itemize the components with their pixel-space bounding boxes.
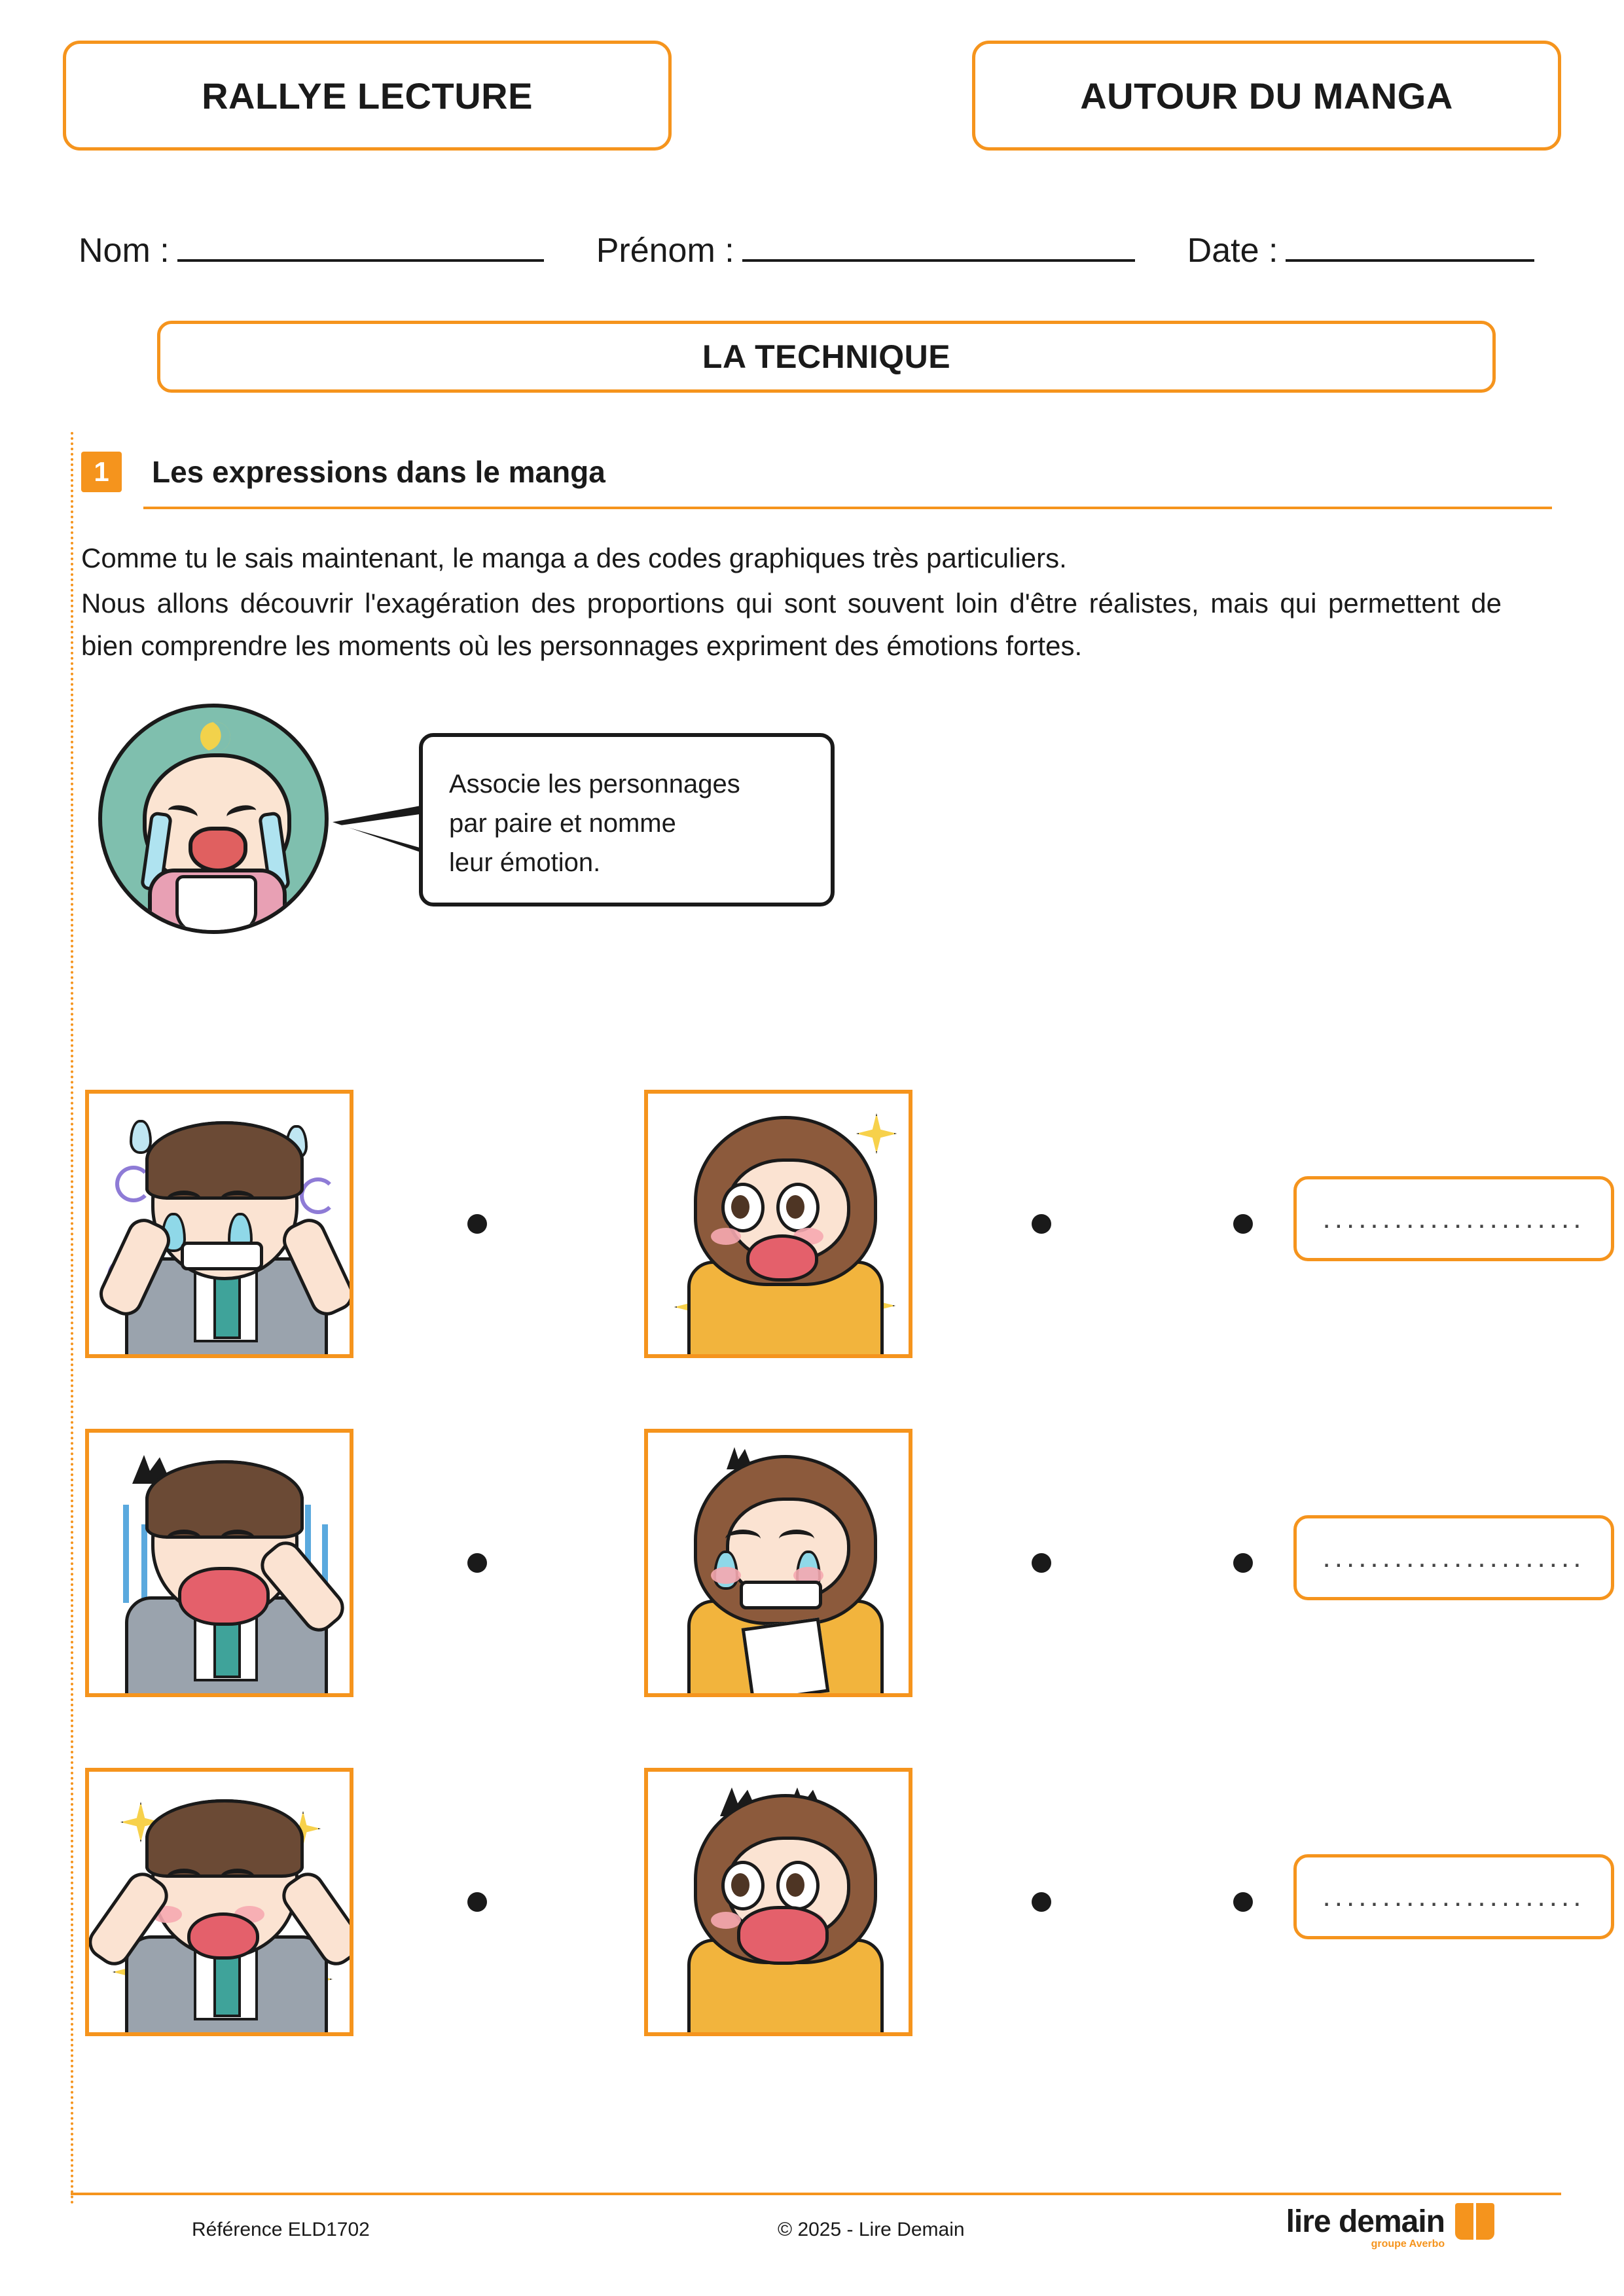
- character-eye-left: [166, 1869, 202, 1888]
- connector-dot-right-a[interactable]: [1032, 1214, 1051, 1234]
- tissue-icon: [742, 1617, 830, 1697]
- answer-field[interactable]: ......................: [1293, 1176, 1614, 1261]
- nom-label: Nom :: [79, 232, 170, 270]
- speech-bubble: [419, 733, 835, 906]
- character-blush-left: [711, 1567, 741, 1584]
- character-eye-left: [721, 1183, 765, 1232]
- speech-line-3: leur émotion.: [449, 848, 601, 877]
- moon-icon: [195, 717, 235, 757]
- character-hair-front: [145, 1799, 304, 1878]
- connector-dot-answer[interactable]: [1233, 1214, 1253, 1234]
- speed-line: [123, 1505, 129, 1603]
- footer-copyright: © 2025 - Lire Demain: [778, 2219, 965, 2240]
- logo-subtitle: groupe Averbo: [1371, 2238, 1445, 2250]
- character-hair-front: [145, 1121, 304, 1200]
- avatar-mouth: [189, 827, 247, 872]
- matching-grid: [81, 1090, 1585, 2107]
- character-mouth: [187, 1912, 259, 1960]
- speech-line-2: par paire et nomme: [449, 809, 676, 838]
- identity-line: [79, 230, 1552, 270]
- section-title: LA TECHNIQUE: [157, 321, 1496, 393]
- character-mouth: [740, 1581, 822, 1609]
- speech-bubble-tail-fill: [340, 814, 424, 849]
- swirl-icon: [300, 1177, 336, 1214]
- left-dotted-guide: [71, 432, 73, 2206]
- image-man-crying-shocked[interactable]: [85, 1090, 353, 1358]
- character-mouth: [737, 1906, 829, 1965]
- logo: [1286, 2203, 1496, 2250]
- connector-dot-answer[interactable]: [1233, 1553, 1253, 1573]
- exercise-number-badge: 1: [81, 452, 122, 492]
- exercise-title: Les expressions dans le manga: [152, 455, 605, 489]
- exercise-underline: [143, 507, 1552, 509]
- character-mouth: [178, 1567, 270, 1626]
- date-input-rule[interactable]: [1286, 230, 1534, 262]
- character-eye-right: [220, 1869, 255, 1888]
- character-eye-left: [166, 1530, 202, 1549]
- character-eye-right: [776, 1861, 820, 1910]
- exercise-heading: [81, 452, 1552, 511]
- crying-baby-avatar: [98, 704, 329, 934]
- logo-text: lire demain: [1286, 2204, 1445, 2239]
- character-eye-right: [779, 1530, 814, 1549]
- badge-rallye-lecture: RALLYE LECTURE: [63, 41, 672, 151]
- matching-row: [81, 1768, 1585, 2082]
- header-row: [63, 41, 1561, 151]
- character-hair-front: [145, 1460, 304, 1539]
- character-eye-left: [721, 1861, 765, 1910]
- answer-field[interactable]: ......................: [1293, 1854, 1614, 1939]
- nom-input-rule[interactable]: [177, 230, 544, 262]
- character-eye-right: [776, 1183, 820, 1232]
- footer: [71, 2193, 1561, 2267]
- image-man-joyful-sparkles[interactable]: [85, 1768, 353, 2036]
- connector-dot-answer[interactable]: [1233, 1892, 1253, 1912]
- sparkle-icon: [856, 1113, 897, 1154]
- image-woman-screaming-shocked[interactable]: [644, 1768, 912, 2036]
- character-eye-left: [725, 1530, 761, 1549]
- image-man-angry-shouting[interactable]: [85, 1429, 353, 1697]
- intro-text: [81, 537, 1502, 670]
- intro-line-2: Nous allons découvrir l'exagération des proportions qui sont souvent loin d'être réalistes, mais qui permettent de bien comprendre les moments où les personnages expriment des émotions fortes.: [81, 588, 1502, 662]
- connector-dot-left-a[interactable]: [467, 1553, 487, 1573]
- prenom-field[interactable]: [596, 230, 1135, 270]
- connector-dot-left-a[interactable]: [467, 1892, 487, 1912]
- character-eye-left: [166, 1191, 202, 1210]
- image-woman-sparkling-happy[interactable]: [644, 1090, 912, 1358]
- image-woman-crying-tissue[interactable]: [644, 1429, 912, 1697]
- connector-dot-right-a[interactable]: [1032, 1892, 1051, 1912]
- open-book-icon: [1455, 2203, 1496, 2240]
- connector-dot-right-a[interactable]: [1032, 1553, 1051, 1573]
- character-mouth: [181, 1242, 263, 1270]
- character-mouth: [746, 1234, 818, 1282]
- connector-dot-left-a[interactable]: [467, 1214, 487, 1234]
- intro-line-1: Comme tu le sais maintenant, le manga a des codes graphiques très particuliers.: [81, 543, 1067, 573]
- avatar-bib: [175, 875, 257, 934]
- date-field[interactable]: [1187, 230, 1535, 270]
- prenom-label: Prénom :: [596, 232, 734, 270]
- footer-reference: Référence ELD1702: [192, 2219, 370, 2240]
- answer-field[interactable]: ......................: [1293, 1515, 1614, 1600]
- character-blush-left: [711, 1228, 741, 1245]
- nom-field[interactable]: [79, 230, 544, 270]
- matching-row: [81, 1429, 1585, 1743]
- date-label: Date :: [1187, 232, 1278, 270]
- prenom-input-rule[interactable]: [742, 230, 1135, 262]
- matching-row: [81, 1090, 1585, 1404]
- badge-autour-du-manga: AUTOUR DU MANGA: [972, 41, 1561, 151]
- character-eye-right: [220, 1530, 255, 1549]
- character-eye-right: [220, 1191, 255, 1210]
- speech-line-1: Associe les personnages: [449, 770, 740, 798]
- character-blush-left: [711, 1912, 741, 1929]
